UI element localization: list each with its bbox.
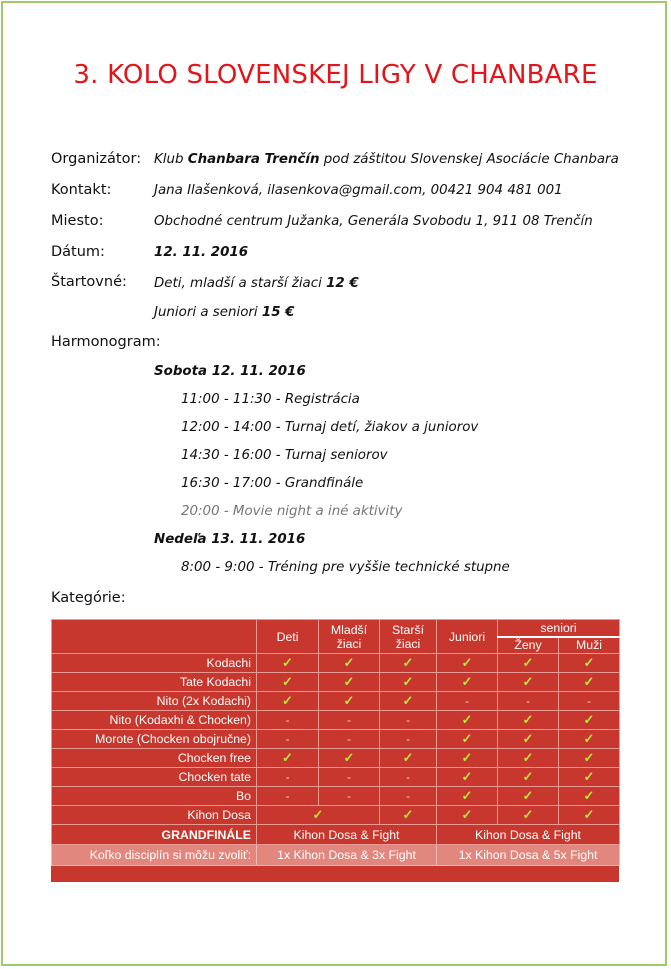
mark-cell: ✓ [559,654,620,673]
mark-cell: ✓ [437,730,498,749]
table-row [52,768,620,787]
mark-cell: - [319,787,380,806]
mark-cell: ✓ [498,654,559,673]
mark-cell: ✓ [498,768,559,787]
miesto-value: Obchodné centrum Južanka, Generála Svobodu 1, 911 08 Trenčín [154,214,593,229]
table-row [52,730,620,749]
grandfinale-row [52,825,620,845]
kihon-row [52,806,620,825]
mark-cell: ✓ [257,749,319,768]
mark-cell: ✓ [498,711,559,730]
mark-cell: ✓ [437,673,498,692]
grandfinale-right: Kihon Dosa & Fight [437,825,620,845]
table-row [52,711,620,730]
mark-cell: ✓ [559,711,620,730]
mark-cell: ✓ [257,692,319,711]
mark-cell: ✓ [437,787,498,806]
mark-cell: ✓ [437,654,498,673]
mark-cell: ✓ [437,806,498,825]
mark-cell: ✓ [319,692,380,711]
category-name: Nito (Kodaxhi & Chocken) [52,711,257,730]
datum-label: Dátum: [51,244,105,260]
mark-cell: ✓ [437,749,498,768]
page-title: 3. KOLO SLOVENSKEJ LIGY V CHANBARE [73,60,598,90]
kontakt-label: Kontakt: [51,182,112,198]
category-name: Tate Kodachi [52,673,257,692]
miesto-label: Miesto: [51,213,104,229]
mark-cell: - [257,711,319,730]
schedule-item: 14:30 - 16:00 - Turnaj seniorov [181,448,388,463]
startovne-line1: Deti, mladší a starší žiaci 12 € [154,276,359,291]
mark-cell: ✓ [319,654,380,673]
mark-cell: ✓ [319,673,380,692]
mark-cell: ✓ [257,654,319,673]
mark-cell: ✓ [498,806,559,825]
mark-cell: ✓ [498,787,559,806]
datum-value: 12. 11. 2016 [154,245,249,260]
mark-cell: - [380,787,437,806]
table-row [52,749,620,768]
table-row [52,673,620,692]
category-name: Koľko disciplín si môžu zvoliť: [52,845,257,866]
header-mladsi: Mladší žiaci [319,620,380,654]
mark-cell: ✓ [380,673,437,692]
mark-cell: ✓ [380,749,437,768]
categories-table [51,619,619,882]
mark-cell: ✓ [380,806,437,825]
schedule-item: 12:00 - 14:00 - Turnaj detí, žiakov a juniorov [181,420,479,435]
mark-cell: - [257,787,319,806]
mark-cell: - [380,711,437,730]
mark-cell: ✓ [380,654,437,673]
category-name: GRANDFINÁLE [52,825,257,845]
header-starsi: Starší žiaci [380,620,437,654]
mark-cell: ✓ [498,749,559,768]
mark-cell: ✓ [437,768,498,787]
mark-cell: ✓ [559,730,620,749]
schedule-item: 16:30 - 17:00 - Grandfinále [181,476,364,491]
category-name: Chocken tate [52,768,257,787]
mark-cell: ✓ [559,673,620,692]
mark-cell: - [257,768,319,787]
schedule-item: 8:00 - 9:00 - Tréning pre vyššie technické stupne [181,560,510,575]
kolko-right: 1x Kihon Dosa & 5x Fight [437,845,620,866]
day2-heading: Nedeľa 13. 11. 2016 [154,532,306,547]
schedule-item: 11:00 - 11:30 - Registrácia [181,392,360,407]
mark-cell: ✓ [498,673,559,692]
header-seniori: seniori [498,620,620,637]
mark-cell: - [257,730,319,749]
mark-cell: ✓ [559,806,620,825]
kolko-left: 1x Kihon Dosa & 3x Fight [257,845,437,866]
table-row [52,654,620,673]
startovne-line2: Juniori a seniori 15 € [154,305,295,320]
category-name: Nito (2x Kodachi) [52,692,257,711]
header-empty [52,620,257,654]
mark-cell: ✓ [559,749,620,768]
mark-cell: - [319,768,380,787]
category-name: Bo [52,787,257,806]
organizator-label: Organizátor: [51,151,142,167]
header-deti: Deti [257,620,319,654]
category-name: Chocken free [52,749,257,768]
schedule-item: 20:00 - Movie night a iné aktivity [181,504,403,519]
mark-cell: ✓ [257,806,380,825]
kategorie-label: Kategórie: [51,590,126,606]
header-juniori: Juniori [437,620,498,654]
mark-cell: - [380,730,437,749]
mark-cell: - [319,711,380,730]
mark-cell: ✓ [380,692,437,711]
header-muzi: Muži [559,637,620,654]
kolko-row [52,845,620,866]
mark-cell: - [498,692,559,711]
mark-cell: ✓ [559,768,620,787]
mark-cell: ✓ [319,749,380,768]
mark-cell: - [559,692,620,711]
kontakt-value: Jana Ilašenková, ilasenkova@gmail.com, 00421 904 481 001 [154,183,563,198]
mark-cell: ✓ [257,673,319,692]
table-row [52,692,620,711]
grandfinale-left: Kihon Dosa & Fight [257,825,437,845]
mark-cell: ✓ [559,787,620,806]
category-name: Kodachi [52,654,257,673]
table-row [52,787,620,806]
mark-cell: ✓ [437,711,498,730]
mark-cell: ✓ [498,730,559,749]
category-name: Kihon Dosa [52,806,257,825]
header-zeny: Ženy [498,637,559,654]
category-name: Morote (Chocken obojručne) [52,730,257,749]
mark-cell: - [380,768,437,787]
day1-heading: Sobota 12. 11. 2016 [154,364,306,379]
startovne-label: Štartovné: [51,274,127,290]
mark-cell: - [319,730,380,749]
harmonogram-label: Harmonogram: [51,334,161,350]
mark-cell: - [437,692,498,711]
organizator-value: Klub Chanbara Trenčín pod záštitou Slovenskej Asociácie Chanbara [154,152,619,167]
